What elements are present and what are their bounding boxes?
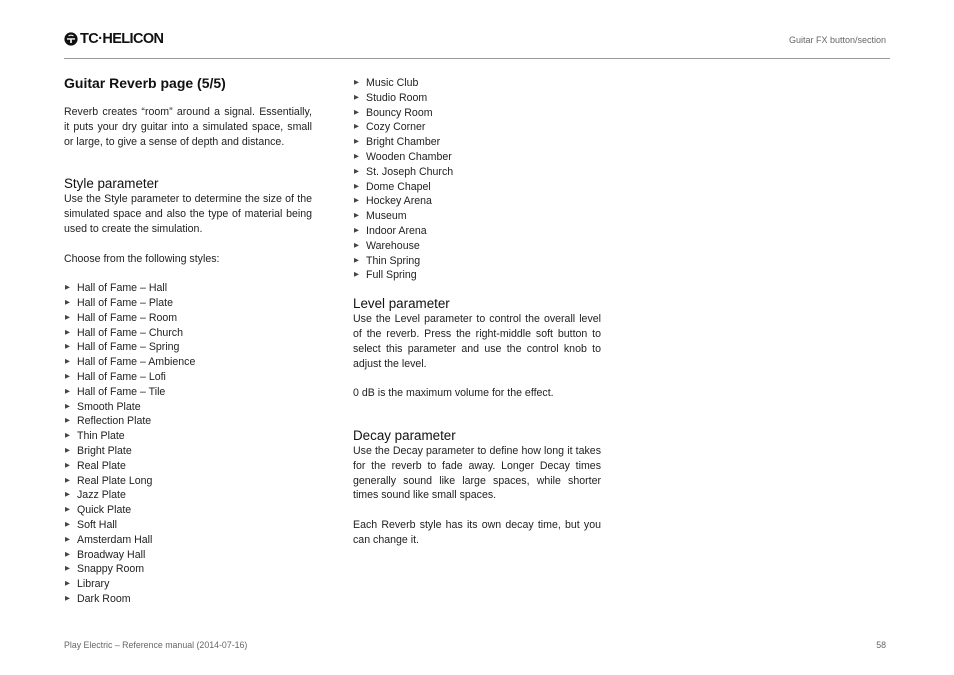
triangle-right-icon: ▶: [65, 491, 70, 499]
section-label: Guitar FX button/section: [788, 35, 886, 45]
list-item: [353, 239, 601, 254]
list-item-label: Hall of Fame – Spring: [77, 341, 180, 354]
list-item-label: Studio Room: [366, 91, 428, 104]
right-column: [353, 76, 601, 548]
list-item-label: Full Spring: [366, 269, 417, 282]
list-item-label: Thin Spring: [366, 254, 421, 267]
list-item: [64, 296, 312, 311]
list-item: [64, 592, 312, 607]
triangle-right-icon: ▶: [65, 520, 70, 528]
triangle-right-icon: ▶: [354, 256, 359, 264]
list-item-label: Library: [77, 578, 110, 591]
triangle-right-icon: ▶: [65, 506, 70, 514]
triangle-right-icon: ▶: [354, 212, 359, 220]
triangle-right-icon: ▶: [354, 182, 359, 190]
list-item-label: Music Club: [366, 77, 419, 89]
triangle-right-icon: ▶: [65, 417, 70, 425]
triangle-right-icon: ▶: [354, 79, 359, 86]
triangle-right-icon: ▶: [65, 550, 70, 558]
list-item: [353, 165, 601, 180]
list-item-label: Soft Hall: [77, 518, 118, 531]
list-item-label: Real Plate Long: [77, 474, 153, 487]
triangle-right-icon: ▶: [354, 123, 359, 131]
list-item: [64, 385, 312, 400]
triangle-right-icon: ▶: [65, 535, 70, 543]
triangle-right-icon: ▶: [354, 93, 359, 101]
list-item: [64, 474, 312, 489]
list-item-label: Hall of Fame – Tile: [77, 385, 166, 398]
list-item: [64, 326, 312, 341]
list-item: [64, 340, 312, 355]
list-item: [64, 518, 312, 533]
list-item: [64, 503, 312, 518]
level-note: 0 dB is the maximum volume for the effect.: [353, 387, 554, 400]
list-item-label: Thin Plate: [77, 430, 125, 443]
header-divider: [64, 58, 890, 59]
triangle-right-icon: ▶: [354, 108, 359, 116]
list-item-label: Hall of Fame – Church: [77, 326, 183, 339]
list-item: [64, 548, 312, 563]
list-item: [353, 254, 601, 269]
list-item: [64, 429, 312, 444]
list-item-label: Cozy Corner: [366, 121, 426, 134]
list-item-label: Quick Plate: [77, 504, 132, 517]
list-item-label: Broadway Hall: [77, 548, 146, 561]
triangle-right-icon: ▶: [65, 343, 70, 351]
list-item-label: Museum: [366, 210, 407, 223]
list-item: [64, 577, 312, 592]
level-paragraph: Use the Level parameter to control the overall level of the reverb. Press the right-middle soft button to select this parameter and use the control knob to adjust the level.: [353, 313, 601, 370]
triangle-right-icon: ▶: [65, 402, 70, 410]
list-item-label: Dark Room: [77, 592, 131, 605]
left-column: [64, 74, 312, 607]
triangle-right-icon: ▶: [65, 372, 70, 380]
logo-text: TC·HELICON: [80, 31, 164, 47]
triangle-right-icon: ▶: [354, 241, 359, 249]
list-item-label: Bright Plate: [77, 444, 132, 457]
decay-paragraph: Use the Decay parameter to define how long it takes for the reverb to fade away. Longer Decay times generally sound like large spaces, while shorter times sound like small spaces.: [353, 444, 601, 502]
triangle-right-icon: ▶: [65, 358, 70, 366]
list-item: [64, 311, 312, 326]
list-item: [353, 194, 601, 209]
intro-paragraph: Reverb creates “room” around a signal. Essentially, it puts your dry guitar into a simulated space, small or large, to give a sense of depth and distance.: [64, 106, 312, 148]
list-item: [353, 209, 601, 224]
triangle-right-icon: ▶: [65, 594, 70, 602]
list-item-label: Reflection Plate: [77, 415, 152, 428]
triangle-right-icon: ▶: [354, 167, 359, 175]
triangle-right-icon: ▶: [354, 226, 359, 234]
list-item: [353, 268, 601, 283]
list-item-label: Bright Chamber: [366, 136, 441, 149]
list-item-label: Dome Chapel: [366, 180, 431, 193]
triangle-right-icon: ▶: [65, 298, 70, 306]
list-item: [353, 180, 601, 195]
list-item-label: St. Joseph Church: [366, 165, 454, 178]
list-item-label: Hall of Fame – Ambience: [77, 356, 196, 369]
level-heading: Level parameter: [353, 296, 450, 312]
triangle-right-icon: ▶: [65, 387, 70, 395]
decay-heading: Decay parameter: [353, 427, 456, 443]
triangle-right-icon: ▶: [65, 328, 70, 336]
list-item: [64, 281, 312, 296]
triangle-right-icon: ▶: [65, 565, 70, 573]
list-item-label: Indoor Arena: [366, 224, 427, 237]
triangle-right-icon: ▶: [65, 284, 70, 292]
list-item: [353, 150, 601, 165]
list-item: [353, 135, 601, 150]
choose-paragraph: Choose from the following styles:: [64, 252, 220, 265]
list-item: [64, 400, 312, 415]
list-item: [353, 224, 601, 239]
triangle-right-icon: ▶: [65, 446, 70, 454]
page-number: 58: [876, 640, 886, 650]
style-heading: Style parameter: [64, 176, 159, 192]
list-item-label: Hockey Arena: [366, 195, 432, 208]
triangle-right-icon: ▶: [65, 313, 70, 321]
triangle-right-icon: ▶: [354, 197, 359, 205]
list-item: [353, 91, 601, 106]
triangle-right-icon: ▶: [354, 271, 359, 279]
triangle-right-icon: ▶: [354, 138, 359, 146]
list-item: [64, 444, 312, 459]
list-item-label: Real Plate: [77, 459, 126, 472]
list-item-label: Warehouse: [366, 239, 420, 252]
list-item-label: Wooden Chamber: [366, 150, 452, 163]
list-item-label: Jazz Plate: [77, 489, 126, 502]
list-item-label: Hall of Fame – Lofi: [77, 370, 166, 383]
list-item-label: Hall of Fame – Room: [77, 311, 178, 324]
footer-manual-title: Play Electric – Reference manual (2014-07-16): [64, 640, 248, 650]
triangle-right-icon: ▶: [65, 580, 70, 588]
triangle-right-icon: ▶: [65, 476, 70, 484]
list-item: [64, 562, 312, 577]
brand-logo: [64, 31, 163, 47]
tc-helicon-logo-icon: [64, 32, 78, 46]
list-item: [353, 120, 601, 135]
list-item: [353, 76, 601, 91]
style-paragraph: Use the Style parameter to determine the size of the simulated space and also the type of material being used to create the simulation.: [64, 193, 312, 235]
triangle-right-icon: ▶: [65, 461, 70, 469]
list-item: [64, 459, 312, 474]
list-item: [64, 370, 312, 385]
list-item: [64, 533, 312, 548]
decay-note: Each Reverb style has its own decay time, but you can change it.: [353, 518, 601, 546]
list-item-label: Amsterdam Hall: [77, 533, 153, 546]
page-title: Guitar Reverb page (5/5): [64, 75, 226, 91]
list-item: [64, 355, 312, 370]
list-item-label: Snappy Room: [77, 563, 145, 576]
list-item-label: Hall of Fame – Hall: [77, 282, 168, 295]
triangle-right-icon: ▶: [65, 432, 70, 440]
list-item: [353, 106, 601, 121]
list-item: [64, 414, 312, 429]
style-list-left: [64, 281, 312, 607]
list-item-label: Bouncy Room: [366, 106, 433, 119]
list-item: [64, 488, 312, 503]
list-item-label: Hall of Fame – Plate: [77, 296, 173, 309]
triangle-right-icon: ▶: [354, 152, 359, 160]
list-item-label: Smooth Plate: [77, 400, 141, 413]
style-list-right: [353, 76, 601, 283]
